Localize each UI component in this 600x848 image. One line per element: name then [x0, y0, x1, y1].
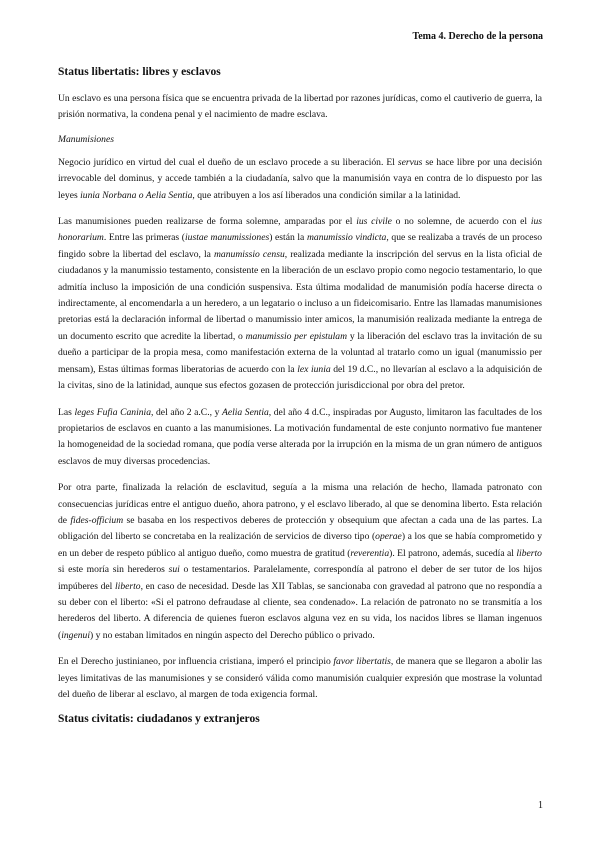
paragraph-negocio-juridico: Negocio jurídico en virtud del cual el dueño de un esclavo procede a su liberación. El servus se hace libre por una decisión irrevocable del dominus, y accede también a la ciudadanía, salvo que la manumisión vaya en contra de lo dispuesto por las leyes iunia Norbana o Aelia Sentia, que atribuyen a los así liberados una condición similar a la latinidad. — [58, 156, 542, 201]
section-title-status-libertatis: Status libertatis: libres y esclavos — [58, 66, 221, 78]
section-title-status-civitatis: Status civitatis: ciudadanos y extranjeros — [58, 713, 260, 726]
page-header: Tema 4. Derecho de la persona — [412, 31, 543, 42]
paragraph-derecho-justinianeo: En el Derecho justinianeo, por influencia cristiana, imperó el principio favor libertatis, de manera que se llegaron a abolir las leyes limitativas de las manumisiones y se consideró válida como manumisión cualquier expresión que mostrase la voluntad del dueño de liberar al esclavo, al margen de toda exigencia formal. — [58, 656, 542, 700]
page-content — [58, 66, 542, 738]
subsection-title-manumisiones: Manumisiones — [58, 133, 114, 145]
paragraph-leges: Las leges Fufia Caninia, del año 2 a.C., y Aelia Sentia, del año 4 d.C., inspiradas por Augusto, limitaron las facultades de los propietarios de esclavos en cuanto a las manumisiones. La motivación fundamental de este conjunto normativo fue mantener la homogeneidad de la sociedad romana, que podía verse alterada por la irrupción en la misma de un gran número de antiguos esclavos de muy diversas procedencias. — [58, 406, 542, 467]
page-number: 1 — [538, 800, 543, 811]
intro-paragraph: Un esclavo es una persona física que se encuentra privada de la libertad por razones jurídicas, como el cautiverio de guerra, la prisión normativa, la condena penal y el nacimiento de madre esclava. — [58, 93, 542, 121]
paragraph-patronato: Por otra parte, finalizada la relación de esclavitud, seguía a la misma una relación de hecho, llamada patronato con consecuencias jurídicas entre el antiguo dueño, ahora patrono, y el esclavo liberado, al que se denomina liberto. Esta relación de fides-officium se basaba en los respectivos deberes de protección y obsequium que afectan a cada una de las partes. La obligación del liberto se concretaba en la realización de servicios de diverso tipo (operae) a los que se había comprometido y en un deber de respeto público al antiguo dueño, como muestra de gratitud (reverentia). El patrono, además, sucedía al liberto si este moría sin herederos sui o testamentarios. Paralelamente, correspondía al patrono el deber de ser tutor de los hijos impúberes del liberto, en caso de necesidad. Desde las XII Tablas, se sancionaba con gravedad al patrono que no respondía a su deber con el liberto: «Si el patrono defraudase al cliente, sea condenado». La relación de patronato no se transmitía a los herederos del liberto. A diferencia de quienes fueron esclavos alguna vez en su vida, los nacidos libres se llaman ingenuos (ingenui) y no estaban limitados en ningún aspecto del Derecho público o privado. — [58, 482, 543, 641]
paragraph-manumisiones-tipos: Las manumisiones pueden realizarse de forma solemne, amparadas por el ius civile o no solemne, de acuerdo con el ius honorarium. Entre las primeras (iustae manumissiones) están la manumissio vindicta, que se realizaba a través de un proceso fingido sobre la libertad del esclavo, la manumissio censu, realizada mediante la inscripción del servus en la lista oficial de ciudadanos y la manumissio testamento, consistente en la liberación de un esclavo propio como negocio testamentario, lo que admitía incluso la imposición de una condición suspensiva. Esta última modalidad de manumisión podía hacerse directa o indirectamente, al encomendarla a un heredero, a un legatario o incluso a un fideicomisario. Entre las llamadas manumisiones pretorias está la declaración informal de libertad o manumissio inter amicos, la manumisión realizada mediante la entrega de un documento escrito que acredite la libertad, o manumissio per epistulam y la liberación del esclavo tras la invitación de su dueño a participar de la propia mesa, como manifestación externa de la voluntad al tratarlo como un igual (manumissio per mensam), Estas últimas formas liberatorias de acuerdo con la lex iunia del 19 d.C., no llevarían al esclavo a la adquisición de la civitas, sino de la latinidad, aunque sus efectos gozasen de protección jurisdiccional por obra del pretor. — [58, 216, 543, 392]
